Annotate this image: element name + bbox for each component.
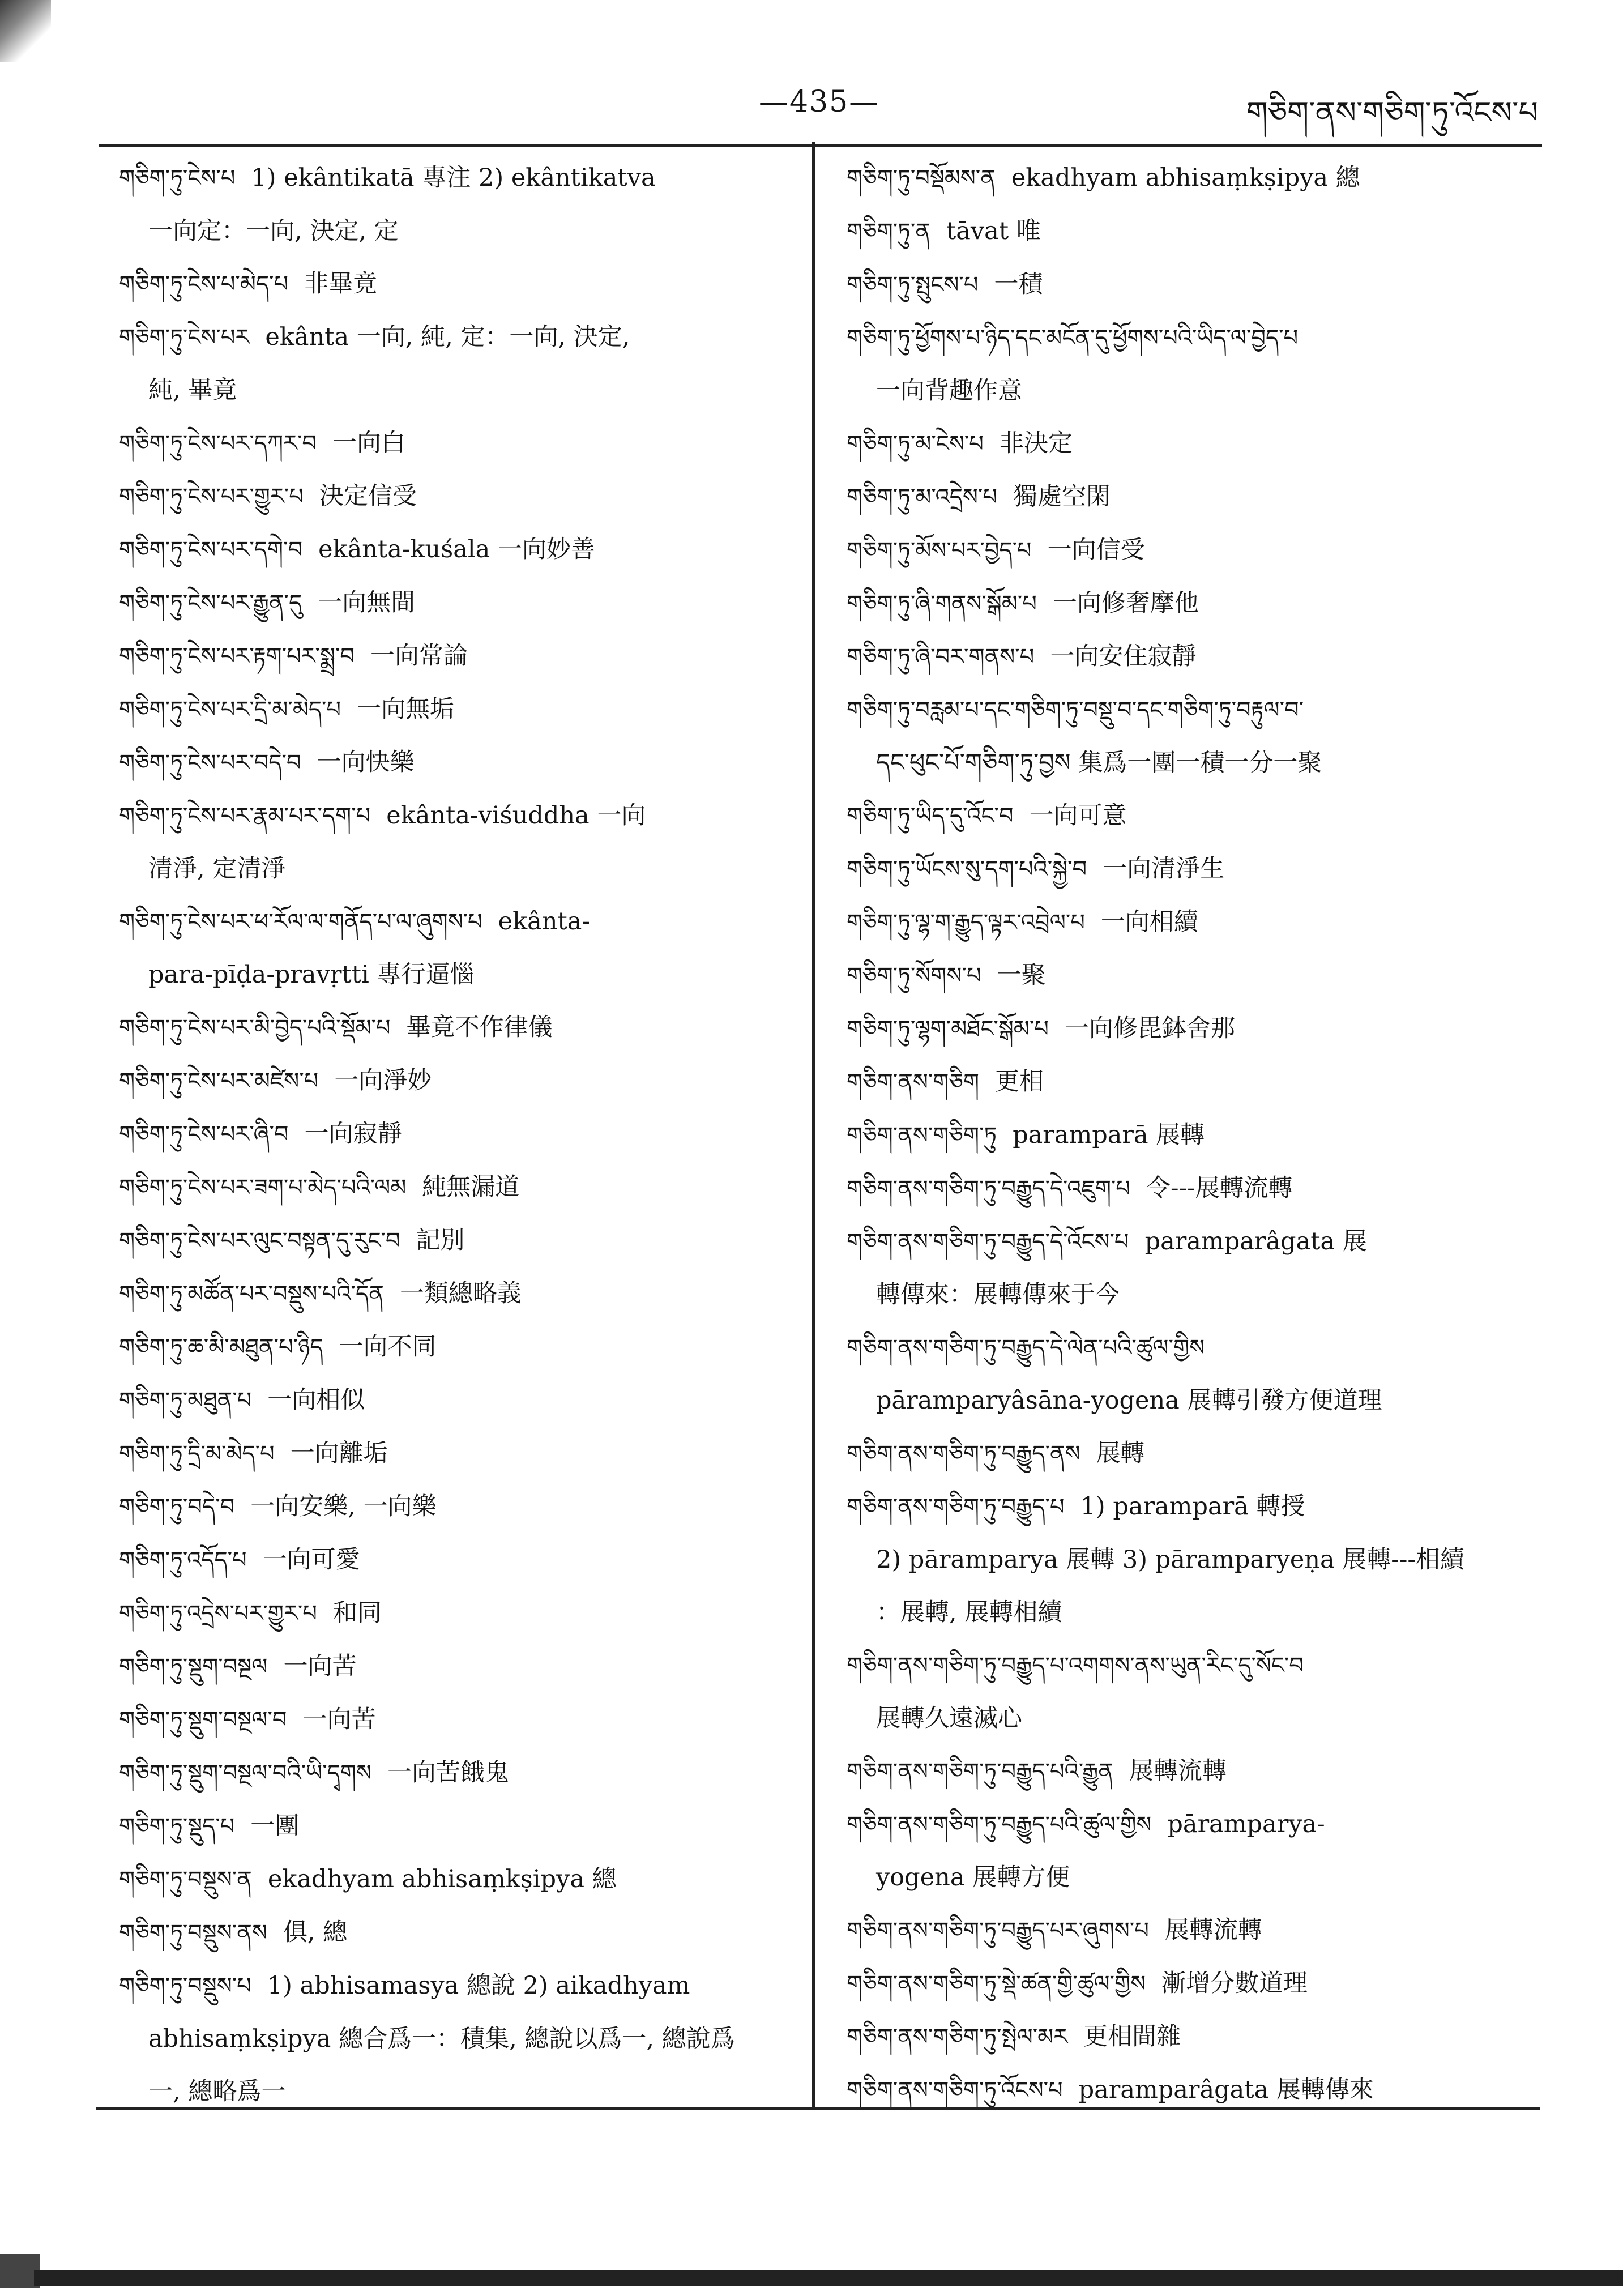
entry-headword: གཅིག་ཏུ་བསྡུས་ན (119, 1867, 252, 1893)
dictionary-entry (119, 1960, 798, 2118)
scan-corner-mark (0, 0, 51, 62)
entry-definition: 一向無間 (318, 588, 416, 617)
dictionary-entry (119, 152, 798, 258)
entry-headword: གཅིག་ཏུ་བརླམ་པ་དང་གཅིག་ཏུ་བསྡུ་བ་དང་གཅིག་ཏུ་བརྟུལ་བ་ (847, 697, 1304, 723)
entry-headword: གཅིག་ཏུ་སྡུག་བསྔལ་བའི་ཡི་དྭགས (119, 1760, 371, 1786)
scan-bottom-border (34, 2270, 1623, 2286)
dictionary-entry (847, 1957, 1537, 2011)
entry-headword: གཅིག་ཏུ་བསྡུས་ནས (119, 1920, 267, 1946)
entry-headword: གཅིག་ཏུ་དྲི་མ་མེད་པ (119, 1441, 275, 1467)
entry-headword: གཅིག་ནས་གཅིག་ཏུ་སྡེ་ཚན་གྱི་ཚུལ་གྱིས (847, 1971, 1146, 1997)
entry-headword: གཅིག་ནས་གཅིག་ཏུ་བརྒྱུད་པར་ཞུགས་པ (847, 1918, 1149, 1944)
entry-headword: གཅིག་ཏུ་ངེས་པར་དྲི་མ་མེད་པ (119, 697, 341, 723)
entry-definition: 一向苦 (283, 1652, 357, 1680)
dictionary-entry (119, 1587, 798, 1640)
entry-definition: 一向安樂, 一向樂 (250, 1492, 437, 1521)
entry-definition: ekânta 一向, 純, 定：一向, 決定, (265, 323, 630, 351)
dictionary-entry (119, 1906, 798, 1960)
entry-continuation: 清淨, 定清淨 (148, 855, 286, 883)
bottom-rule (96, 2107, 1540, 2110)
dictionary-entry (847, 417, 1537, 471)
entry-headword: གཅིག་ཏུ་སྡུག་བསྔལ་བ (119, 1707, 287, 1733)
entry-definition: 一向離垢 (290, 1439, 388, 1467)
entry-definition: 一向可意 (1029, 801, 1127, 830)
entry-continuation: ：展轉, 展轉相續 (876, 1598, 1062, 1627)
entry-definition: 一聚 (997, 961, 1046, 989)
entry-definition: 純無漏道 (422, 1173, 520, 1201)
dictionary-entry (119, 417, 798, 470)
dictionary-entry (847, 311, 1537, 417)
left-column (119, 152, 798, 2118)
dictionary-entry (847, 524, 1537, 577)
dictionary-entry (847, 1109, 1537, 1162)
dictionary-entry (119, 1480, 798, 1534)
dictionary-entry (119, 1161, 798, 1214)
entry-continuation: 一, 總略爲一 (148, 2077, 286, 2106)
dictionary-entry (847, 1480, 1537, 1639)
dictionary-entry (847, 471, 1537, 524)
entry-headword: གཅིག་ཏུ་ངེས་པར་ཕ་རོལ་ལ་གནོད་པ་ལ་ཞུགས་པ (119, 909, 482, 935)
entry-continuation: abhisaṃkṣipya 總合爲一：積集, 總說以爲一, 總說爲 (148, 2025, 735, 2053)
dictionary-entry (119, 736, 798, 789)
entry-headword: གཅིག་ཏུ་ངེས་པར་ལུང་བསྟན་དུ་རུང་བ (119, 1228, 400, 1254)
entry-continuation: yogena 展轉方便 (876, 1863, 1070, 1892)
entry-headword: གཅིག་ཏུ་ངེས་པ་མེད་པ (119, 271, 289, 297)
entry-definition: 1) paramparā 轉授 (1080, 1492, 1305, 1521)
dictionary-entry (119, 1321, 798, 1374)
entry-continuation: དང་ཕུང་པོ་གཅིག་ཏུ་བྱས 集爲一團一積一分一聚 (876, 749, 1322, 777)
entry-definition: 一向無垢 (357, 695, 455, 723)
entry-continuation: 轉傳來：展轉傳來于今 (876, 1281, 1120, 1309)
dictionary-entry (119, 1108, 798, 1161)
entry-headword: གཅིག་ཏུ་ངེས་པར་དགེ་བ (119, 537, 303, 563)
dictionary-entry (119, 1374, 798, 1427)
dictionary-entry (847, 258, 1537, 311)
entry-definition: pāramparya- (1167, 1810, 1325, 1838)
entry-headword: གཅིག་ཏུ་ངེས་པ (119, 165, 236, 191)
dictionary-entry (119, 895, 798, 1001)
entry-definition: 一向清淨生 (1103, 855, 1225, 883)
dictionary-entry (847, 1904, 1537, 1957)
entry-headword: གཅིག་ཏུ་ཡོངས་སུ་དག་པའི་སྐྱེ་བ (847, 856, 1087, 882)
page-number: —435— (759, 85, 880, 119)
dictionary-entry (847, 1002, 1537, 1056)
entry-headword: གཅིག་ཏུ་སྤུངས་པ (847, 272, 979, 298)
entry-definition: 一向相似 (267, 1386, 365, 1414)
dictionary-entry (119, 311, 798, 417)
entry-headword: གཅིག་ཏུ་ཞི་བར་གནས་པ (847, 644, 1035, 670)
dictionary-entry (847, 2011, 1537, 2064)
dictionary-entry (847, 630, 1537, 684)
entry-headword: གཅིག་ནས་གཅིག་ཏུ་བརྒྱུད་ནས (847, 1441, 1080, 1467)
entry-headword: གཅིག་ནས་གཅིག་ཏུ་བརྒྱུད་པ (847, 1494, 1065, 1520)
dictionary-entry (847, 577, 1537, 630)
dictionary-entry (847, 1162, 1537, 1215)
entry-headword: གཅིག་ཏུ་ལྷག་མཐོང་སྒོམ་པ (847, 1016, 1049, 1042)
entry-definition: 一向不同 (339, 1333, 437, 1361)
entry-headword: གཅིག་ཏུ་ན (847, 219, 930, 245)
entry-headword: གཅིག་ཏུ་མ་ངེས་པ (847, 431, 984, 457)
entry-definition: 一積 (994, 270, 1043, 298)
entry-headword: གཅིག་ཏུ་ངེས་པར་རྣམ་པར་དག་པ (119, 803, 371, 829)
entry-definition: paramparâgata 展 (1144, 1227, 1367, 1256)
entry-headword: གཅིག་ཏུ་མཐུན་པ (119, 1388, 252, 1414)
dictionary-entry (847, 1427, 1537, 1480)
entry-headword: གཅིག་ནས་གཅིག་ཏུ་བརྒྱུད་པའི་རྒྱུན (847, 1759, 1113, 1785)
entry-headword: གཅིག་ཏུ་ཕྱོགས་པ་ཉིད་དང་མངོན་དུ་ཕྱོགས་པའི་ཡིད་ལ་བྱེད་པ (847, 325, 1299, 351)
entry-headword: གཅིག་ནས་གཅིག་ཏུ་བརྒྱུད་པ་འགགས་ནས་ཡུན་རིང་དུ་སོང་བ (847, 1653, 1304, 1679)
dictionary-entry (119, 1800, 798, 1853)
entry-continuation: 2) pāramparya 展轉 3) pāramparyeṇa 展轉---相續 (876, 1546, 1464, 1574)
dictionary-entry (119, 258, 798, 311)
entry-definition: 一團 (250, 1812, 300, 1840)
entry-continuation: 純, 畢竟 (148, 376, 237, 404)
top-rule (99, 144, 1542, 147)
entry-headword: གཅིག་ཏུ་ངེས་པར་བདེ་བ (119, 750, 301, 776)
dictionary-entry (119, 683, 798, 736)
entry-definition: ekadhyam abhisaṃkṣipya 總 (267, 1865, 617, 1893)
entry-definition: 一向信受 (1047, 536, 1145, 564)
entry-definition: 一向修毘鉢舍那 (1064, 1014, 1235, 1043)
column-divider (812, 142, 815, 2110)
entry-definition: 1) abhisamasya 總說 2) aikadhyam (267, 1971, 690, 2000)
entry-headword: གཅིག་ཏུ་མ་འདྲེས་པ (847, 484, 997, 510)
entry-definition: 一類總略義 (399, 1279, 522, 1308)
entry-headword: གཅིག་ཏུ་ངེས་པར་རྒྱུན་དུ (119, 590, 302, 616)
entry-definition: 一向苦 (302, 1705, 376, 1734)
entry-definition: ekânta-kuśala 一向妙善 (318, 535, 595, 564)
entry-definition: 令---展轉流轉 (1146, 1174, 1293, 1202)
entry-headword: གཅིག་ཏུ་བདེ་བ (119, 1494, 235, 1520)
dictionary-entry (119, 789, 798, 895)
dictionary-entry (119, 1693, 798, 1747)
entry-headword: གཅིག་ནས་གཅིག་ཏུ་འོངས་པ (847, 2077, 1063, 2103)
entry-headword: གཅིག་ཏུ་ཞི་གནས་སྒོམ་པ (847, 591, 1037, 617)
entry-definition: paramparā 展轉 (1013, 1121, 1205, 1149)
entry-headword: གཅིག་ཏུ་ངེས་པར་ཟག་པ་མེད་པའི་ལམ (119, 1175, 407, 1201)
entry-headword: གཅིག་ནས་གཅིག་ཏུ་བརྒྱུད་དེ་འཇུག་པ (847, 1176, 1131, 1202)
entry-definition: 展轉流轉 (1164, 1916, 1262, 1944)
dictionary-entry (119, 523, 798, 577)
entry-definition: ekânta-viśuddha 一向 (386, 801, 646, 830)
entry-definition: 和同 (332, 1599, 382, 1627)
entry-headword: གཅིག་ནས་གཅིག་ཏུ (847, 1123, 997, 1149)
entry-headword: གཅིག་ཏུ་ཡིད་དུ་འོང་བ (847, 803, 1014, 829)
entry-headword: གཅིག་ནས་གཅིག་ཏུ་བརྒྱུད་དེ་འོངས་པ (847, 1229, 1129, 1255)
dictionary-entry (847, 684, 1537, 789)
entry-headword: གཅིག་ཏུ་ངེས་པར་ཞི་བ (119, 1121, 289, 1147)
dictionary-entry (119, 1640, 798, 1693)
entry-headword: གཅིག་ཏུ་ངེས་པར་མི་བྱེད་པའི་སྡོམ་པ (119, 1015, 391, 1041)
entry-definition: 決定信受 (319, 482, 417, 510)
entry-definition: ekânta- (498, 907, 590, 936)
right-column (847, 152, 1537, 2117)
entry-continuation: 展轉久遠滅心 (876, 1704, 1022, 1732)
dictionary-entry (847, 1798, 1537, 1904)
entry-headword: གཅིག་ཏུ་ངེས་པར་དཀར་བ (119, 430, 317, 456)
dictionary-entry (847, 843, 1537, 896)
entry-definition: 一向安住寂靜 (1050, 642, 1197, 671)
dictionary-entry (119, 1534, 798, 1587)
entry-headword: གཅིག་ཏུ་ཆ་མི་མཐུན་པ་ཉིད (119, 1334, 323, 1360)
dictionary-entry (847, 1215, 1537, 1321)
entry-definition: 一向可愛 (262, 1546, 360, 1574)
entry-definition: 更相 (995, 1068, 1044, 1096)
dictionary-entry (847, 896, 1537, 949)
entry-headword: གཅིག་ནས་གཅིག་ཏུ་སྤེལ་མར (847, 2024, 1068, 2050)
entry-headword: གཅིག་ཏུ་བསྡུས་པ (119, 1973, 251, 1999)
entry-definition: 畢竟不作律儀 (406, 1013, 553, 1042)
entry-continuation: 一向定：一向, 決定, 定 (148, 217, 399, 245)
entry-headword: གཅིག་ཏུ་མཚོན་པར་བསྡུས་པའི་དོན (119, 1281, 384, 1307)
entry-definition: 記別 (416, 1226, 465, 1254)
entry-headword: གཅིག་ཏུ་སོགས་པ (847, 963, 981, 989)
dictionary-entry (847, 205, 1537, 258)
dictionary-entry (119, 1853, 798, 1906)
dictionary-entry (847, 789, 1537, 843)
entry-headword: གཅིག་ཏུ་བསྡོམས་ན (847, 165, 996, 191)
entry-headword: གཅིག་ནས་གཅིག (847, 1069, 979, 1095)
entry-headword: གཅིག་ཏུ་མོས་པར་བྱེད་པ (847, 537, 1032, 564)
entry-definition: 非畢竟 (304, 270, 378, 298)
dictionary-entry (119, 1055, 798, 1108)
entry-definition: 一向常論 (370, 642, 468, 670)
entry-definition: 獨處空閑 (1013, 483, 1111, 511)
dictionary-entry (847, 1745, 1537, 1798)
entry-definition: 1) ekântikatā 專注 2) ekântikatva (251, 164, 656, 192)
entry-headword: གཅིག་ཏུ་སྡུག་བསྔལ (119, 1654, 268, 1680)
entry-headword: གཅིག་ནས་གཅིག་ཏུ་བརྒྱུད་དེ་ལེན་པའི་ཚུལ་གྱིས (847, 1335, 1205, 1361)
entry-definition: 一向寂靜 (304, 1120, 402, 1148)
entry-definition: tāvat 唯 (946, 217, 1041, 245)
entry-headword: གཅིག་ཏུ་ངེས་པར (119, 325, 250, 351)
dictionary-entry (847, 1639, 1537, 1745)
dictionary-entry (847, 1321, 1537, 1427)
dictionary-entry (119, 1268, 798, 1321)
entry-headword: གཅིག་ཏུ་འདྲེས་པར་གྱུར་པ (119, 1601, 317, 1627)
entry-headword: གཅིག་ཏུ་ངེས་པར་རྟག་པར་སྨྲ་བ (119, 643, 355, 669)
entry-definition: 一向白 (332, 429, 405, 457)
entry-continuation: para-pīḍa-pravṛtti 專行逼惱 (148, 961, 475, 989)
entry-definition: 一向快樂 (317, 748, 415, 776)
entry-continuation: pāramparyâsāna-yogena 展轉引發方便道理 (876, 1386, 1382, 1415)
dictionary-entry (119, 1214, 798, 1268)
entry-definition: 一向苦餓鬼 (387, 1759, 509, 1787)
entry-definition: 展轉流轉 (1129, 1757, 1227, 1785)
dictionary-entry (119, 470, 798, 523)
entry-headword: གཅིག་ནས་གཅིག་ཏུ་བརྒྱུད་པའི་ཚུལ་གྱིས (847, 1812, 1152, 1838)
entry-definition: 漸增分數道理 (1161, 1969, 1308, 1998)
entry-definition: 一向相續 (1100, 908, 1198, 936)
entry-headword: གཅིག་ཏུ་ངེས་པར་གྱུར་པ (119, 484, 304, 510)
entry-definition: 更相間雜 (1083, 2022, 1181, 2051)
dictionary-entry (119, 630, 798, 683)
running-head: གཅིག་ནས་གཅིག་ཏུ་འོངས་པ (1246, 95, 1538, 130)
entry-headword: གཅིག་ཏུ་འདོད་པ (119, 1547, 247, 1573)
entry-definition: 一向淨妙 (334, 1066, 432, 1095)
entry-headword: གཅིག་ཏུ་སྡུད་པ (119, 1813, 235, 1840)
dictionary-entry (119, 1427, 798, 1480)
dictionary-entry (847, 1056, 1537, 1109)
dictionary-entry (119, 1001, 798, 1055)
entry-headword: གཅིག་ཏུ་ངེས་པར་མཛེས་པ (119, 1068, 319, 1094)
entry-definition: 展轉 (1096, 1439, 1145, 1467)
entry-definition: ekadhyam abhisaṃkṣipya 總 (1011, 164, 1360, 192)
dictionary-entry (119, 1747, 798, 1800)
entry-headword: གཅིག་ཏུ་ལྷ་ག་རྒྱུད་ལྟར་འབྲེལ་པ (847, 910, 1085, 936)
entry-definition: 非決定 (999, 429, 1073, 458)
dictionary-entry (119, 577, 798, 630)
dictionary-entry (847, 949, 1537, 1002)
entry-definition: 俱, 總 (283, 1918, 348, 1947)
entry-definition: paramparâgata 展轉傳來 (1078, 2076, 1374, 2104)
dictionary-entry (847, 152, 1537, 205)
entry-definition: 一向修奢摩他 (1052, 589, 1199, 617)
entry-continuation: 一向背趣作意 (876, 377, 1022, 405)
